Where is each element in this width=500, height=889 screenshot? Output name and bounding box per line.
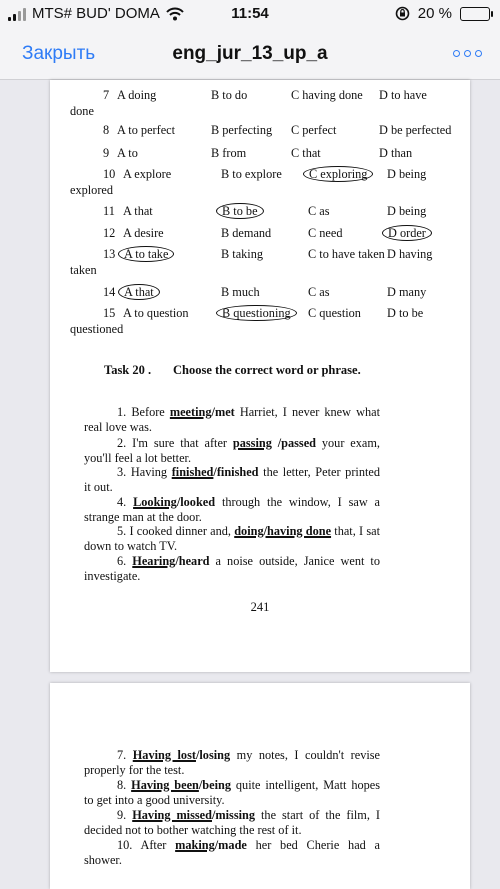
exercise-text: Harriet, I never knew what real love was. — [84, 405, 381, 434]
option-c: C having done — [291, 88, 363, 102]
option-d: D than — [379, 146, 413, 160]
option-c-circled: C exploring — [308, 167, 373, 182]
option-d: D having — [387, 247, 433, 261]
option-b: B to explore — [221, 167, 282, 181]
option-d-circled: D order — [387, 226, 432, 241]
task-label: Task 20 . — [104, 363, 152, 377]
exercise-item-8 — [84, 778, 380, 808]
selected-answer: Hearing — [132, 554, 176, 568]
option-a: A explore — [123, 167, 172, 181]
option-c: C as — [308, 285, 330, 299]
exercise-text: that, I sat down to watch TV. — [84, 524, 380, 553]
exercise-item-3 — [84, 465, 380, 495]
selected-answer: Having lost — [132, 748, 196, 762]
alternative-answer: /heard — [175, 554, 210, 568]
answer-row-14 — [70, 285, 452, 300]
option-a-circled: A to take — [123, 247, 174, 262]
option-b-circled: B to be — [221, 204, 264, 219]
exercise-item-9 — [84, 808, 380, 838]
answer-number: 15 — [103, 306, 116, 320]
answer-continuation: questioned — [70, 322, 124, 336]
exercise-number: 1. — [117, 405, 132, 419]
exercise-text: my notes, I couldn't revise properly for the test. — [84, 748, 380, 777]
option-c: C to have taken — [308, 247, 385, 261]
battery-icon — [460, 7, 490, 21]
answer-continuation: done — [70, 104, 94, 118]
option-a: A to question — [123, 306, 189, 320]
alternative-answer: /passed — [271, 436, 316, 450]
more-options-icon[interactable] — [453, 50, 482, 57]
answer-row-10 — [70, 167, 452, 198]
option-d: D to have — [379, 88, 427, 102]
answer-row-9 — [70, 146, 452, 161]
exercise-item-2 — [84, 436, 380, 466]
answer-row-12 — [70, 226, 452, 241]
option-d: D be perfected — [379, 123, 452, 137]
exercise-item-7 — [84, 748, 380, 778]
selected-answer: finished — [171, 465, 214, 479]
exercise-number: 4. — [117, 495, 134, 509]
selected-answer: Having missed — [132, 808, 212, 822]
option-c: C perfect — [291, 123, 337, 137]
selected-answer: making — [175, 838, 215, 852]
answer-number: 9 — [103, 146, 110, 160]
selected-answer: passing — [232, 436, 272, 450]
exercise-text: the start of the film, I decided not to bother watching the rest of it. — [84, 808, 381, 837]
exercise-item-10 — [84, 838, 380, 868]
answer-row-15 — [70, 306, 452, 337]
answer-number: 10 — [103, 167, 116, 181]
battery-percent: 20 % — [417, 5, 452, 22]
option-c: C question — [308, 306, 361, 320]
answer-number: 13 — [103, 247, 116, 261]
option-d: D to be — [387, 306, 424, 320]
option-d: D being — [387, 167, 427, 181]
selected-answer: Looking — [133, 495, 177, 509]
page-number: 241 — [250, 600, 270, 614]
exercise-text: the letter, Peter printed it out. — [84, 465, 381, 494]
option-b: B demand — [221, 226, 272, 240]
exercise-text: Having — [130, 465, 172, 479]
alternative-answer: /missing — [211, 808, 256, 822]
exercise-text: through the window, I saw a strange man at the door. — [84, 495, 381, 524]
answer-row-11 — [70, 204, 452, 219]
answer-number: 12 — [103, 226, 116, 240]
exercise-text: I'm sure that after — [132, 436, 233, 450]
selected-answer: doing/having done — [234, 524, 332, 538]
answer-number: 7 — [103, 88, 110, 102]
exercise-number: 8. — [117, 778, 132, 792]
alternative-answer: /looked — [176, 495, 216, 509]
option-b-circled: B questioning — [221, 306, 297, 321]
exercise-number: 3. — [117, 465, 131, 479]
option-a: A to — [117, 146, 138, 160]
selected-answer: meeting — [169, 405, 212, 419]
exercise-text: I cooked dinner and, — [129, 524, 235, 538]
option-b: B from — [211, 146, 247, 160]
alternative-answer: /met — [211, 405, 235, 419]
exercise-number: 5. — [117, 524, 130, 538]
close-button[interactable]: Закрыть — [22, 43, 96, 64]
option-a: A to perfect — [117, 123, 176, 137]
nav-bar — [0, 30, 500, 80]
option-d: D being — [387, 204, 427, 218]
exercise-text: Before — [131, 405, 170, 419]
exercise-number: 9. — [117, 808, 133, 822]
option-a-circled: A that — [123, 285, 160, 300]
clock: 11:54 — [231, 5, 269, 22]
document-title: eng_jur_13_up_a — [172, 43, 328, 64]
status-bar — [0, 0, 500, 30]
orientation-lock-icon — [395, 6, 410, 21]
exercise-text: After — [140, 838, 176, 852]
exercise-item-5 — [84, 524, 380, 554]
status-right — [395, 5, 490, 22]
exercise-item-1 — [84, 405, 380, 435]
option-a: A that — [123, 204, 153, 218]
exercise-text: her bed Cherie had a shower. — [84, 838, 380, 867]
exercise-text: a noise outside, Janice went to investigate. — [84, 554, 381, 583]
option-b: B to do — [211, 88, 248, 102]
selected-answer: Having been — [131, 778, 199, 792]
option-c: C that — [291, 146, 321, 160]
answer-row-8 — [70, 123, 452, 138]
option-a: A doing — [117, 88, 157, 102]
exercise-number: 6. — [117, 554, 133, 568]
answer-number: 11 — [103, 204, 115, 218]
answer-continuation: explored — [70, 183, 114, 197]
option-b: B perfecting — [211, 123, 273, 137]
carrier-name: MTS# BUD' DOMA — [32, 5, 160, 22]
exercise-number: 10. — [117, 838, 141, 852]
answer-row-13 — [70, 247, 452, 278]
exercise-number: 7. — [117, 748, 133, 762]
exercise-text: quite intelligent, Matt hopes to get into a good university. — [84, 778, 381, 807]
option-a: A desire — [123, 226, 164, 240]
option-b: B much — [221, 285, 260, 299]
option-d: D many — [387, 285, 427, 299]
exercise-item-4 — [84, 495, 380, 525]
answer-number: 8 — [103, 123, 110, 137]
task-instruction: Choose the correct word or phrase. — [173, 363, 361, 377]
alternative-answer: /being — [198, 778, 232, 792]
alternative-answer: /made — [214, 838, 247, 852]
option-b: B taking — [221, 247, 264, 261]
document-page-242 — [50, 683, 470, 889]
alternative-answer: /losing — [195, 748, 231, 762]
exercise-number: 2. — [117, 436, 133, 450]
exercise-text: your exam, you'll feel a lot better. — [84, 436, 380, 465]
exercise-item-6 — [84, 554, 380, 584]
answer-row-7 — [70, 88, 452, 119]
option-c: C need — [308, 226, 343, 240]
answer-continuation: taken — [70, 263, 97, 277]
answer-number: 14 — [103, 285, 116, 299]
alternative-answer: /finished — [213, 465, 259, 479]
document-page-241 — [50, 80, 470, 672]
option-c: C as — [308, 204, 330, 218]
